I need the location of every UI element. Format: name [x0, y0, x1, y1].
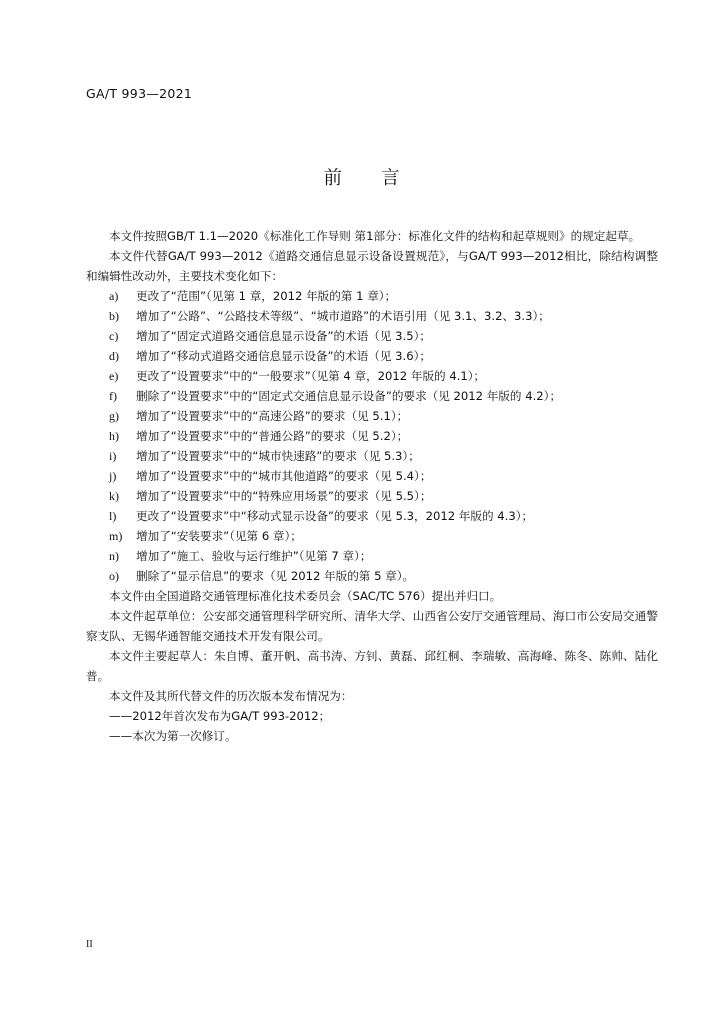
list-item	[86, 346, 658, 366]
drafters-paragraph: 本文件主要起草人：朱自博、董开帆、高书涛、方钊、黄磊、邱红桐、李瑞敏、高海峰、陈冬、陈帅、陆化普。	[86, 649, 658, 683]
list-item-text: 增加了“设置要求”中的“城市快速路”的要求（见 5.3）；	[136, 449, 420, 463]
list-item	[86, 466, 658, 486]
standard-code: GA/T 993—2021	[86, 86, 193, 101]
list-item-text: 增加了“固定式道路交通信息显示设备”的术语（见 3.5）；	[136, 329, 431, 343]
list-item	[86, 526, 658, 546]
intro-paragraph-1: 本文件按照GB/T 1.1—2020《标准化工作导则 第1部分：标准化文件的结构和起草规则》的规定起草。	[109, 229, 641, 243]
list-item-text: 增加了“安装要求”（见第 6 章）；	[136, 529, 302, 543]
list-item	[86, 566, 658, 586]
list-item-text: 增加了“设置要求”中的“城市其他道路”的要求（见 5.4）；	[136, 469, 432, 483]
list-marker: g)	[109, 409, 119, 423]
page-number: II	[86, 939, 93, 950]
list-item	[86, 426, 658, 446]
list-marker: h)	[109, 429, 119, 443]
list-item	[86, 306, 658, 326]
list-item	[86, 406, 658, 426]
list-marker: e)	[109, 369, 119, 383]
list-item-text: 增加了“移动式道路交通信息显示设备”的术语（见 3.6）；	[136, 349, 431, 363]
list-marker: a)	[109, 289, 119, 303]
list-item-text: 增加了“施工、验收与运行维护”（见第 7 章）；	[136, 549, 372, 563]
list-item-text: 增加了“公路”、“公路技术等级”、“城市道路”的术语引用（见 3.1、3.2、3.3）；	[136, 309, 550, 323]
list-item-text: 删除了“显示信息”的要求（见 2012 年版的第 5 章）。	[136, 569, 415, 583]
list-item-text: 增加了“设置要求”中的“普通公路”的要求（见 5.2）；	[136, 429, 409, 443]
list-item	[86, 386, 658, 406]
list-marker: f)	[109, 389, 117, 403]
list-marker: m)	[109, 529, 123, 543]
history-intro-paragraph: 本文件及其所代替文件的历次版本发布情况为：	[109, 689, 353, 703]
foreword-body	[86, 226, 658, 746]
list-marker: d)	[109, 349, 119, 363]
list-marker: o)	[109, 569, 119, 583]
list-marker: n)	[109, 549, 119, 563]
list-item-text: 增加了“设置要求”中的“高速公路”的要求（见 5.1）；	[136, 409, 409, 423]
list-item	[86, 326, 658, 346]
change-list	[86, 286, 658, 586]
committee-paragraph: 本文件由全国道路交通管理标准化技术委员会（SAC/TC 576）提出并归口。	[109, 589, 502, 603]
drafting-units-paragraph: 本文件起草单位：公安部交通管理科学研究所、清华大学、山西省公安厅交通管理局、海口市公安局交通警察支队、无锡华通智能交通技术开发有限公司。	[86, 609, 658, 643]
title-char-2: 言	[381, 168, 401, 189]
list-item	[86, 366, 658, 386]
history-item: ——本次为第一次修订。	[109, 729, 237, 743]
page-title	[0, 164, 724, 190]
list-item	[86, 506, 658, 526]
list-marker: b)	[109, 309, 119, 323]
list-marker: l)	[109, 509, 117, 523]
list-item	[86, 486, 658, 506]
intro-paragraph-2: 本文件代替GA/T 993—2012《道路交通信息显示设备设置规范》，与GA/T 993—2012相比，除结构调整和编辑性改动外，主要技术变化如下：	[86, 249, 658, 283]
list-item	[86, 286, 658, 306]
list-item	[86, 446, 658, 466]
list-item-text: 增加了“设置要求”中的“特殊应用场景”的要求（见 5.5）；	[136, 489, 432, 503]
list-item	[86, 546, 658, 566]
list-marker: c)	[109, 329, 119, 343]
list-item-text: 更改了“设置要求”中的“一般要求”（见第 4 章，2012 年版的 4.1）；	[136, 369, 486, 383]
list-marker: k)	[109, 489, 119, 503]
list-marker: j)	[109, 469, 117, 483]
list-marker: i)	[109, 449, 117, 463]
history-item: ——2012年首次发布为GA/T 993-2012；	[109, 709, 331, 723]
list-item-text: 删除了“设置要求”中的“固定式交通信息显示设备”的要求（见 2012 年版的 4.2）；	[136, 389, 562, 403]
title-char-1: 前	[323, 168, 343, 189]
list-item-text: 更改了“设置要求”中“移动式显示设备”的要求（见 5.3，2012 年版的 4.3）；	[136, 509, 534, 523]
list-item-text: 更改了“范围”（见第 1 章，2012 年版的第 1 章）；	[136, 289, 397, 303]
